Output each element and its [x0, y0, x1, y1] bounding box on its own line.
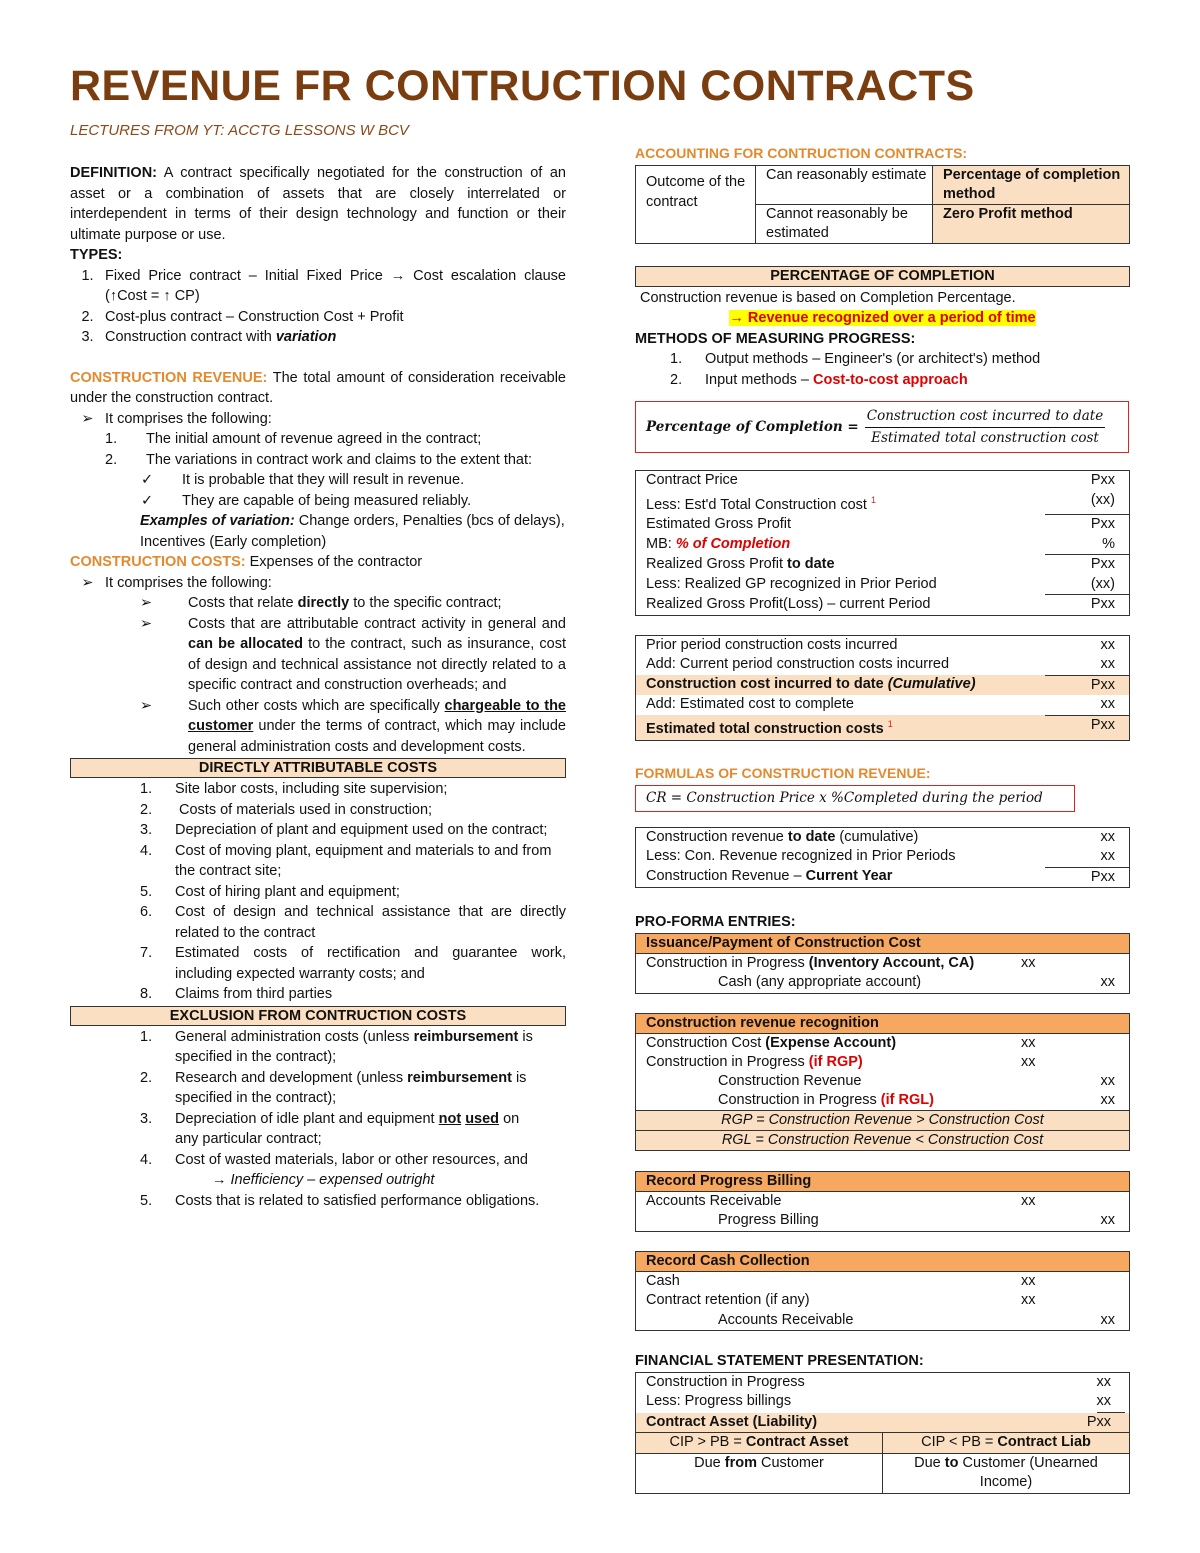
left-column — [70, 163, 566, 1211]
exclusion-list — [70, 1027, 540, 1212]
method-item: 2. Input methods – Cost-to-cost approach — [670, 371, 968, 388]
table-row: Construction cost incurred to date (Cumulative) Pxx — [636, 675, 1130, 695]
table-row: Prior period construction costs incurred xx — [646, 636, 1115, 653]
cr-comprises: ➢ It comprises the following: — [81, 410, 272, 427]
dac-item: 1. Site labor costs, including site supervision; — [140, 781, 448, 797]
excl-item: 2. Research and development (unless reimbursement is specified in the contract); — [140, 1069, 527, 1106]
rgp-note: RGP = Construction Revenue > Construction Cost — [636, 1110, 1129, 1130]
cc-item: ➢ Costs that relate directly to the specific contract; — [140, 595, 502, 611]
table-row: Estimated Gross Profit Pxx — [646, 515, 1115, 533]
accounting-header: ACCOUNTING FOR CONTRUCTION CONTRACTS: — [635, 145, 968, 161]
dac-item: 5. Cost of hiring plant and equipment; — [140, 883, 400, 900]
type-item: 1. Fixed Price contract – Initial Fixed Price → Cost escalation clause (↑Cost = ↑ CP) — [81, 267, 566, 304]
cr-item: 1. The initial amount of revenue agreed in the contract; — [105, 431, 482, 447]
cr-item: 2. The variations in contract work and claims to the extent that: — [105, 451, 533, 468]
table-row: Less: Est'd Total Construction cost $^1$ (xx) — [636, 491, 1130, 515]
dac-item: 6. Cost of design and technical assistance that are directly related to the contract — [140, 904, 566, 941]
zero-profit-cell: Zero Profit method — [933, 204, 1130, 243]
variation-examples: Examples of variation: Change orders, Penalties (bcs of delays), Incentives (Early completion) — [140, 513, 565, 550]
table-row: Add: Estimated cost to complete xx — [636, 695, 1130, 715]
poc-formula: Percentage of Completion = $\frac{\text{Construction cost incurred to date}}{\text{Estimated total construction cost}}$ — [635, 401, 1129, 453]
excl-item: 1. General administration costs (unless reimbursement is specified in the contract); — [140, 1028, 533, 1065]
table-row: MB: % of Completion % — [636, 535, 1130, 555]
right-column — [635, 143, 1130, 1494]
can-estimate-cell: Can reasonably estimate — [756, 165, 933, 204]
cannot-estimate-cell: Cannot reasonably be estimated — [756, 204, 933, 243]
cc-item: ➢ Such other costs which are specifically chargeable to the customer under the terms of contract, which may include general administration costs and development costs. — [140, 697, 566, 755]
construction-revenue-def: CONSTRUCTION REVENUE: The total amount of consideration receivable under the construction contract. — [70, 369, 566, 406]
excl-item: 3. Depreciation of idle plant and equipment not used on any particular contract; — [140, 1110, 520, 1147]
revenue-table — [635, 827, 1130, 889]
je-revenue-recognition: Construction revenue recognition Construction Cost (Expense Account) xx Construction in Progress (if RGP) xx Construction Revenue xx Construction in Progress (if RGL) xx RGP = Construction Revenue > Construction Cost RGL = Construction Revenue < Construction Cost — [635, 1013, 1130, 1151]
dac-item: 7. Estimated costs of rectification and guarantee work, including expected warranty costs; and — [140, 945, 566, 982]
accounting-table — [635, 165, 1130, 244]
inefficiency-note: → Inefficiency – expensed outright — [212, 1172, 435, 1188]
type-item: 2. Cost-plus contract – Construction Cost + Profit — [81, 308, 404, 325]
fsp-table: Construction in Progress xx Less: Progress billings xx Contract Asset (Liability) Pxx CIP > PB = Contract Asset CIP < PB = Contract Liab Due from Customer Due to Customer (Unearned Income) — [635, 1372, 1130, 1494]
je-header: Record Progress Billing — [636, 1172, 1129, 1192]
table-row: Construction Revenue – Current Year Pxx — [646, 868, 1115, 885]
page-title: REVENUE FR CONTRUCTION CONTRACTS — [70, 62, 975, 110]
dac-item: 4. Cost of moving plant, equipment and materials to and from the contract site; — [140, 842, 552, 879]
rgl-note: RGL = Construction Revenue < Construction Cost — [636, 1130, 1129, 1150]
table-row: Less: Realized GP recognized in Prior Period (xx) — [636, 575, 1130, 595]
dac-item: 2. Costs of materials used in construction; — [140, 801, 433, 818]
types-label: TYPES: — [70, 247, 123, 263]
cc-comprises: ➢ It comprises the following: — [81, 574, 272, 591]
poc-highlight: → Revenue recognized over a period of time — [729, 310, 1036, 326]
directly-attributable-header: DIRECTLY ATTRIBUTABLE COSTS — [70, 758, 566, 778]
table-row: Contract Price Pxx — [646, 472, 1115, 488]
dac-item: 8. Claims from third parties — [140, 986, 333, 1002]
outcome-cell: Outcome of the contract — [636, 165, 756, 243]
excl-item: 5. Costs that is related to satisfied performance obligations. — [140, 1192, 540, 1209]
percentage-method-cell: Percentage of completion method — [933, 165, 1130, 204]
proforma-label: PRO-FORMA ENTRIES: — [635, 914, 796, 931]
table-row: Construction revenue to date (cumulative) xx — [646, 828, 1115, 845]
cr-formula: CR = Construction Price x %Completed during the period — [635, 785, 1075, 812]
cr-check: ✓ They are capable of being measured reliably. — [141, 492, 472, 509]
method-item: 1. Output methods – Engineer's (or architect's) method — [670, 351, 1041, 367]
table-row: Estimated total construction costs $^1$ Pxx — [636, 715, 1130, 740]
poc-header: PERCENTAGE OF COMPLETION — [635, 266, 1130, 287]
cc-item: ➢ Costs that are attributable contract activity in general and can be allocated to the contract, such as insurance, cost of design and technical assistance not directly related to a specific contract and construction overheads; and — [140, 615, 567, 693]
gross-profit-table — [635, 470, 1130, 616]
je-progress-billing: Record Progress Billing Accounts Receivable xx Progress Billing xx — [635, 1171, 1130, 1232]
cost-table — [635, 635, 1130, 741]
je-header: Construction revenue recognition — [636, 1014, 1129, 1034]
dac-list — [70, 779, 566, 1005]
page-subtitle: LECTURES FROM YT: ACCTG LESSONS W BCV — [70, 122, 409, 139]
methods-label: METHODS OF MEASURING PROGRESS: — [635, 330, 916, 347]
cr-check: ✓ It is probable that they will result in revenue. — [141, 472, 465, 488]
dac-item: 3. Depreciation of plant and equipment used on the contract; — [140, 822, 548, 838]
excl-item: 4. Cost of wasted materials, labor or other resources, and — [140, 1151, 528, 1168]
type-item: 3. Construction contract with variation — [81, 329, 337, 345]
table-row: Realized Gross Profit(Loss) – current Period Pxx — [646, 595, 1115, 613]
je-cash-collection: Record Cash Collection Cash xx Contract retention (if any) xx Accounts Receivable xx — [635, 1251, 1130, 1332]
table-row: Less: Con. Revenue recognized in Prior Periods xx — [636, 847, 1130, 867]
fsp-label: FINANCIAL STATEMENT PRESENTATION: — [635, 1353, 924, 1370]
table-row: Realized Gross Profit to date Pxx — [646, 555, 1115, 573]
table-row: Add: Current period construction costs incurred xx — [636, 655, 1130, 675]
je-header: Issuance/Payment of Construction Cost — [636, 934, 1129, 954]
definition: DEFINITION: A contract specifically negotiated for the construction of an asset or a combination of assets that are closely interrelated or interdependent in terms of their design technology and function or their ultimate purpose or use. — [70, 165, 566, 243]
exclusion-header: EXCLUSION FROM CONTRUCTION COSTS — [70, 1006, 566, 1026]
poc-text: Construction revenue is based on Completion Percentage. — [640, 289, 1016, 306]
je-header: Record Cash Collection — [636, 1252, 1129, 1272]
je-issuance: Issuance/Payment of Construction Cost Construction in Progress (Inventory Account, CA) xx Cash (any appropriate account) xx — [635, 933, 1130, 994]
cr-formulas-header: FORMULAS OF CONSTRUCTION REVENUE: — [635, 764, 931, 781]
construction-costs-def: CONSTRUCTION COSTS: Expenses of the contractor — [70, 554, 423, 570]
